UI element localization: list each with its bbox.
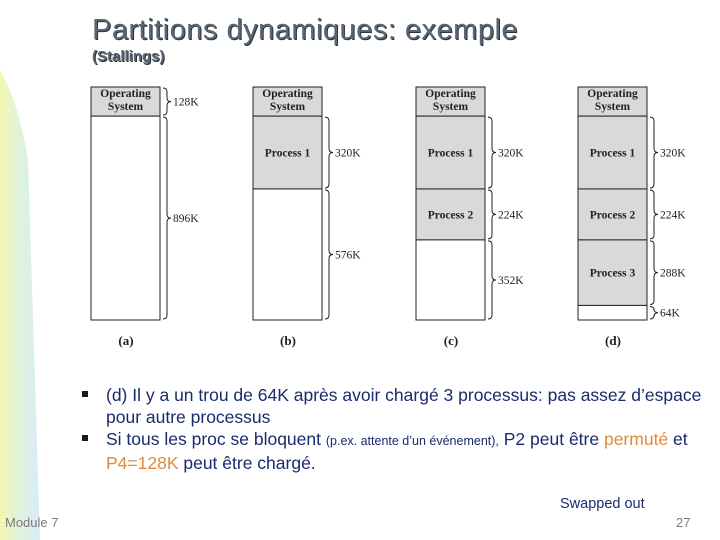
size-label: 320K xyxy=(335,147,361,160)
size-brace xyxy=(650,117,658,188)
size-brace xyxy=(650,190,658,239)
size-label: 320K xyxy=(660,147,686,160)
swapped-out-note: Swapped out xyxy=(560,496,645,512)
size-label: 896K xyxy=(173,213,199,226)
bullet-square-icon xyxy=(82,391,88,397)
size-brace xyxy=(488,190,496,239)
size-brace xyxy=(163,88,171,115)
bullet-text-part: Si tous les proc se bloquent xyxy=(106,429,326,449)
slide-title: Partitions dynamiques: exemple xyxy=(92,14,519,46)
column-label: (c) xyxy=(443,333,459,348)
size-label: 288K xyxy=(660,267,686,280)
os-label: System xyxy=(432,101,469,113)
bullet-text: (d) Il y a un trou de 64K après avoir chargé 3 processus: pas assez d’espace pour autre processus xyxy=(106,385,702,427)
size-brace xyxy=(488,117,496,188)
process-label: Process 2 xyxy=(427,209,474,222)
process-label: Process 1 xyxy=(427,147,474,160)
memory-block-free xyxy=(253,189,322,320)
bullet-text-part: et xyxy=(668,429,688,449)
bullet-text-part: peut être chargé. xyxy=(178,453,316,473)
process-label: Process 3 xyxy=(589,267,636,280)
size-label: 224K xyxy=(660,209,686,222)
process-label: Process 1 xyxy=(589,147,636,160)
slide-subtitle: (Stallings) xyxy=(92,48,165,65)
highlight-p4: P4=128K xyxy=(106,453,179,473)
memory-block-free xyxy=(91,116,160,320)
size-brace xyxy=(488,241,496,319)
column-label: (a) xyxy=(118,333,134,348)
page-number: 27 xyxy=(676,515,691,530)
process-label: Process 2 xyxy=(589,209,636,222)
os-label: Operating xyxy=(100,88,151,100)
column-label: (b) xyxy=(280,333,296,348)
size-label: 64K xyxy=(660,307,680,320)
process-label: Process 1 xyxy=(264,147,311,160)
size-brace xyxy=(163,117,171,319)
size-label: 128K xyxy=(173,96,199,109)
os-label: Operating xyxy=(262,88,313,100)
bullet-list xyxy=(82,384,712,474)
bullet-text-part: P2 peut être xyxy=(498,429,604,449)
size-label: 224K xyxy=(498,209,524,222)
os-label: Operating xyxy=(587,88,638,100)
os-label: System xyxy=(594,101,631,113)
memory-block-free xyxy=(416,240,485,320)
size-brace xyxy=(325,190,333,319)
size-brace xyxy=(650,241,658,305)
size-label: 320K xyxy=(498,147,524,160)
size-label: 576K xyxy=(335,249,361,262)
bullet-square-icon xyxy=(82,435,88,441)
os-label: System xyxy=(107,101,144,113)
size-brace xyxy=(650,306,658,319)
footer-module: Module 7 xyxy=(5,515,59,530)
highlight-permute: permuté xyxy=(603,429,669,449)
size-brace xyxy=(325,117,333,188)
size-label: 352K xyxy=(498,274,524,287)
column-label: (d) xyxy=(605,333,621,348)
bullet-text-small: (p.ex. attente d’un événement), xyxy=(325,434,499,448)
os-label: System xyxy=(269,101,306,113)
memory-block-free xyxy=(578,305,647,320)
bullet-item xyxy=(82,384,712,428)
bullet-item xyxy=(82,428,712,474)
os-label: Operating xyxy=(425,88,476,100)
